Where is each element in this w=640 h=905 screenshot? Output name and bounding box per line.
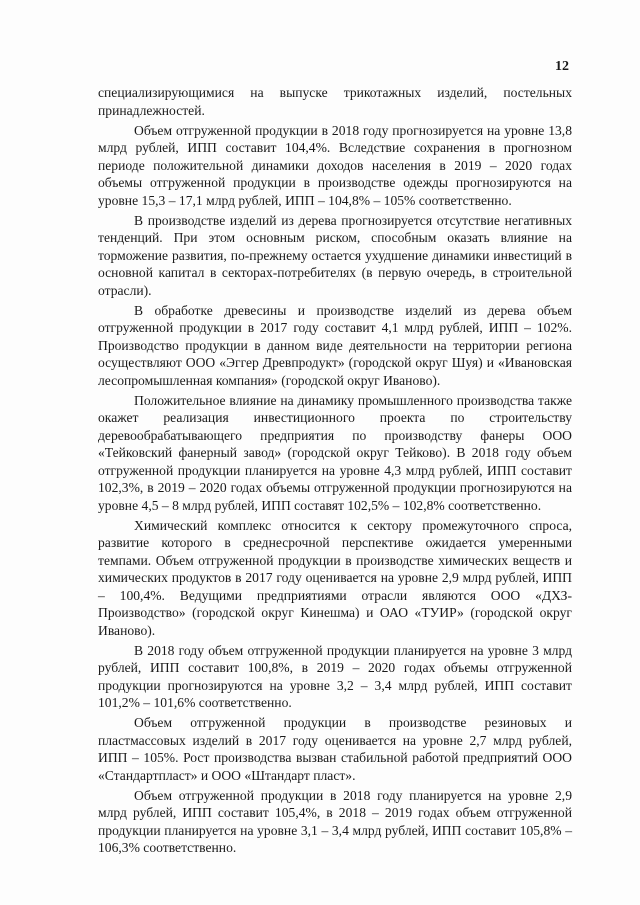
paragraph-continued: специализирующимися на выпуске трикотажных изделий, постельных принадлежностей. (98, 85, 572, 118)
paragraph-woodworking-2017: В обработке древесины и производстве изделий из дерева объем отгруженной продукции в 2017 году составит 4,1 млрд рублей, ИПП – 102%. Производство продукции в данном виде деятельности на территории региона осуществляют ООО «Эггер Древпродукт» (городской округ Шуя) и «Ивановская лесопромышленная компания» (городской округ Иваново). (98, 302, 572, 388)
page-number: 12 (555, 59, 569, 74)
paragraph-plywood-project: Положительное влияние на динамику промышленного производства также окажет реализация инвестиционного проекта по строительству деревообрабатывающего предприятия по производству фанеры ООО «Тейковский фанерный завод» (городской округ Тейково). В 2018 году объем отгруженной продукции планируется на уровне 4,3 млрд рублей, ИПП составит 102,3%, в 2019 – 2020 годах объемы отгруженной продукции прогнозируются на уровне 4,5 – 8 млрд рублей, ИПП составят 102,5% – 102,8% соответственно. (98, 392, 572, 513)
paragraph-rubber-plastics-forecast: Объем отгруженной продукции в 2018 году планируется на уровне 2,9 млрд рублей, ИПП составит 105,4%, в 2018 – 2019 годах объем отгруженной продукции планируется на уровне 3,1 – 3,4 млрд рублей, ИПП составит 105,8% – 106,3% соответственно. (98, 787, 572, 855)
paragraph-chemical-forecast: В 2018 году объем отгруженной продукции планируется на уровне 3 млрд рублей, ИПП составит 100,8%, в 2019 – 2020 годах объемы отгруженной продукции прогнозируются на уровне 3,2 – 3,4 млрд рублей, ИПП составит 101,2% – 101,6% соответственно. (98, 642, 572, 710)
paragraph-chemical-complex: Химический комплекс относится к сектору промежуточного спроса, развитие которого в среднесрочной перспективе ожидается умеренными темпами. Объем отгруженной продукции в производстве химических веществ и химических продуктов в 2017 году оценивается на уровне 2,9 млрд рублей, ИПП – 100,4%. Ведущими предприятиями отрасли являются ООО «ДХЗ-Производство» (городской округ Кинешма) и ОАО «ТУИР» (городской округ Иваново). (98, 517, 572, 638)
document-body (98, 84, 572, 859)
paragraph-wood-products-risks: В производстве изделий из дерева прогнозируется отсутствие негативных тенденций. При этом основным риском, способным оказать влияние на торможение развития, по-прежнему остается ухудшение динамики инвестиций в основной капитал в секторах-потребителях (в первую очередь, в строительной отрасли). (98, 212, 572, 298)
paragraph-apparel-forecast: Объем отгруженной продукции в 2018 году прогнозируется на уровне 13,8 млрд рублей, ИПП составит 104,4%. Вследствие сохранения в прогнозном периоде положительной динамики доходов населения в 2019 – 2020 годах объемы отгруженной продукции в производстве одежды прогнозируются на уровне 15,3 – 17,1 млрд рублей, ИПП – 104,8% – 105% соответственно. (98, 122, 572, 208)
paragraph-rubber-plastics-2017: Объем отгруженной продукции в производстве резиновых и пластмассовых изделий в 2017 году оценивается на уровне 2,7 млрд рублей, ИПП – 105%. Рост производства вызван стабильной работой предприятий ООО «Стандартпласт» и ООО «Штандарт пласт». (98, 715, 572, 783)
